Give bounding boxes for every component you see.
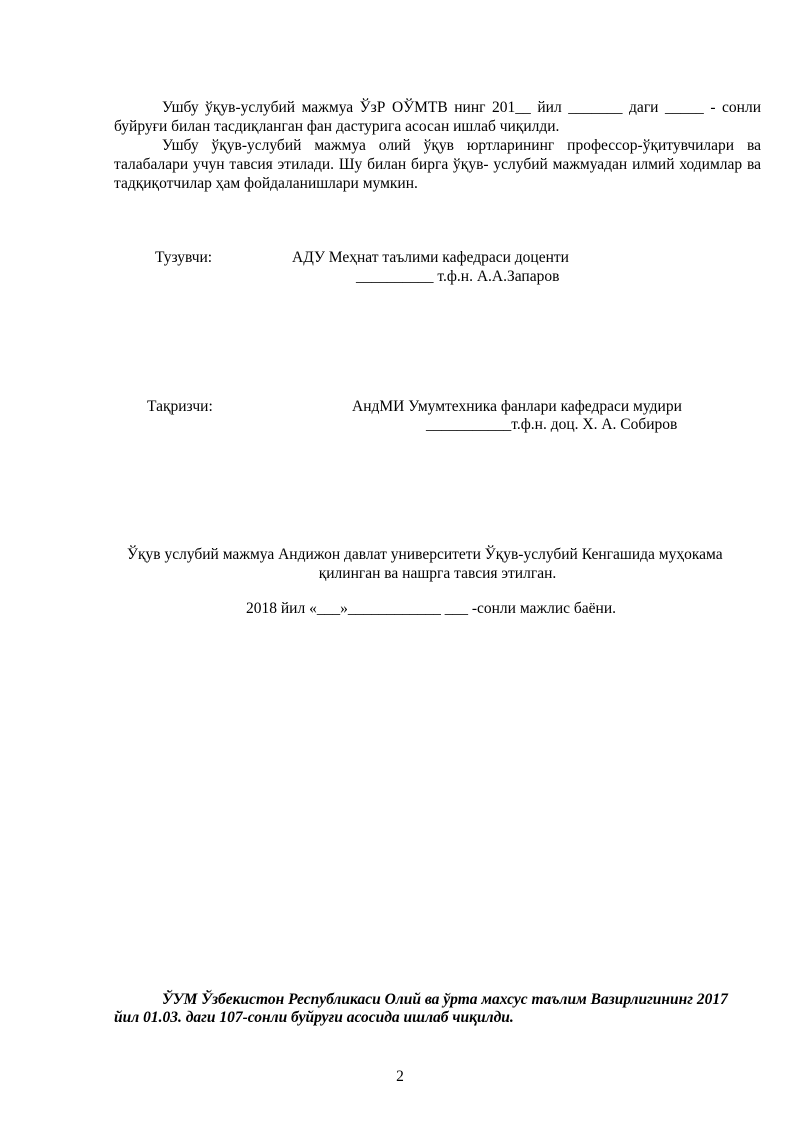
compiler-position: АДУ Меҳнат таълими кафедраси доценти — [292, 249, 569, 266]
intro-paragraph-2-text: Ушбу ўқув-услубий мажмуа олий ўқув юртларининг профессор-ўқитувчилари ва талабалари учун тавсия этилади. Шу билан бирга ўқув- услубий мажмуадан илмий ходимлар ва тадқиқотчилар ҳам фойдаланишлари мумкин. — [114, 137, 761, 192]
approval-line-2: қилинган ва нашрга тавсия этилган. — [318, 565, 557, 582]
approval-line-1: Ўқув услубий мажмуа Андижон давлат университети Ўқув-услубий Кенгашида муҳокама — [127, 546, 723, 563]
order-note-line-2: йил 01.03. даги 107-сонли буйруғи асосида ишлаб чиқилди. — [114, 1009, 514, 1026]
order-note-line-1: ЎУМ Ўзбекистон Республикаси Олий ва ўрта махсус таълим Вазирлигининг 2017 — [162, 991, 728, 1008]
page-number: 2 — [396, 1068, 404, 1085]
meeting-protocol: 2018 йил «___»____________ ___ -сонли мажлис баёни. — [246, 600, 617, 617]
intro-paragraph-1-text: Ушбу ўқув-услубий мажмуа ЎзР ОЎМТВ нинг 201__ йил _______ даги _____ - сонли буйруғи билан тасдиқланган фан дастурига асосан ишлаб чиқилди. — [114, 99, 761, 135]
reviewer-label: Тақризчи: — [147, 398, 213, 415]
intro-paragraph-1 — [114, 98, 761, 136]
reviewer-signature: ___________т.ф.н. доц. Х. А. Собиров — [426, 416, 678, 433]
intro-paragraph-2 — [114, 136, 761, 193]
compiler-signature: __________ т.ф.н. А.А.Запаров — [356, 268, 560, 285]
reviewer-position: АндМИ Умумтехника фанлари кафедраси мудири — [352, 398, 682, 415]
compiler-label: Тузувчи: — [155, 249, 213, 266]
